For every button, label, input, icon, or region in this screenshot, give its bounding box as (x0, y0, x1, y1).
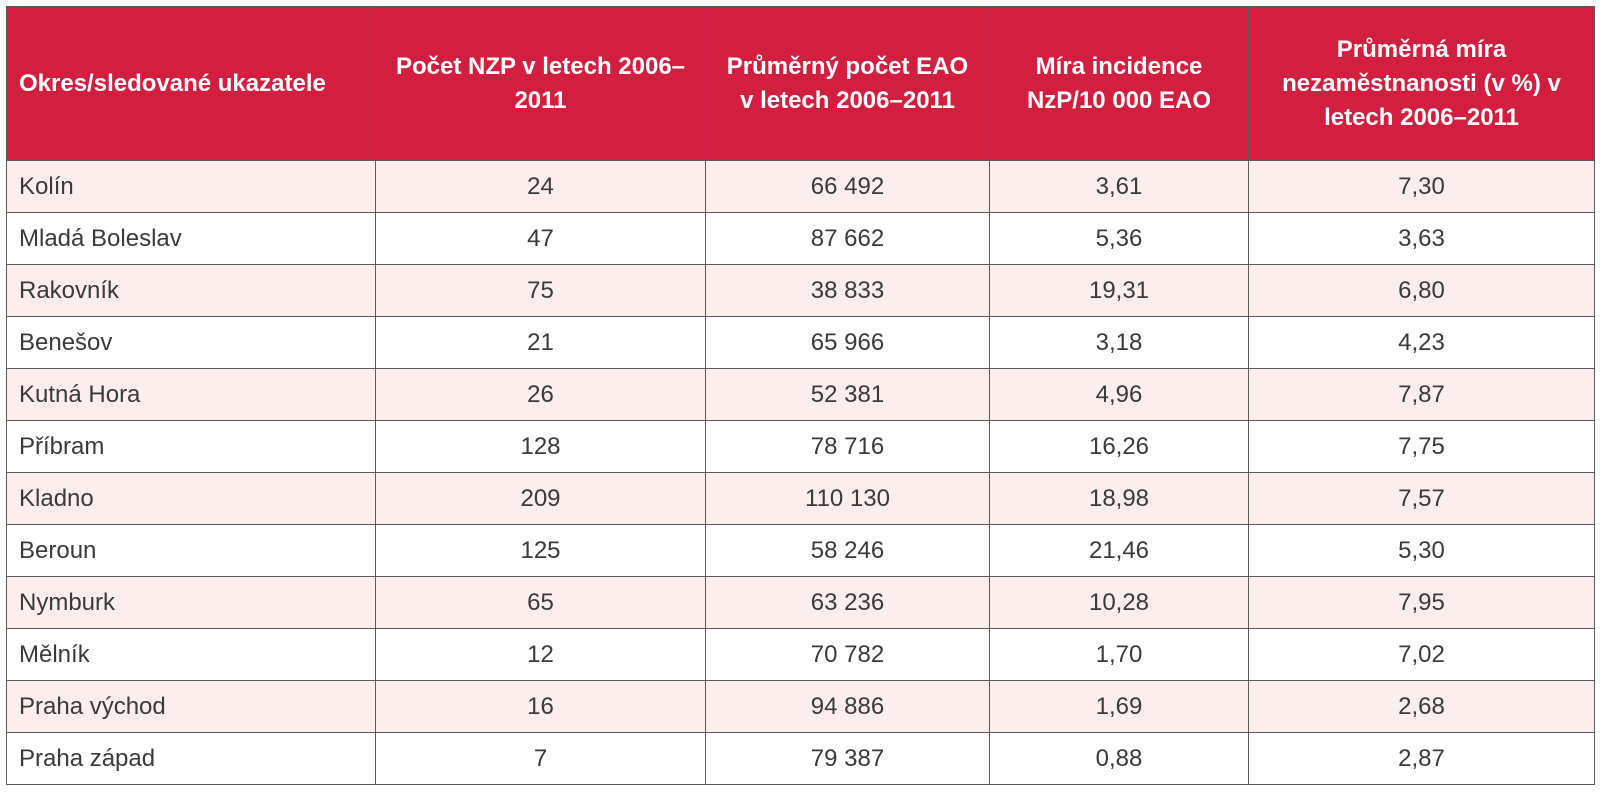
cell-district: Benešov (7, 317, 376, 369)
cell-avg-eao: 58 246 (706, 525, 990, 577)
table-row (7, 629, 1595, 681)
cell-unemployment-rate: 7,30 (1249, 161, 1595, 213)
column-header-district: Okres/sledované ukazatele (7, 7, 376, 161)
table-row (7, 577, 1595, 629)
cell-district: Kolín (7, 161, 376, 213)
cell-avg-eao: 38 833 (706, 265, 990, 317)
cell-nzp-count: 209 (376, 473, 706, 525)
cell-avg-eao: 87 662 (706, 213, 990, 265)
table-header (7, 7, 1595, 161)
cell-avg-eao: 79 387 (706, 733, 990, 785)
cell-unemployment-rate: 7,95 (1249, 577, 1595, 629)
cell-district: Mladá Boleslav (7, 213, 376, 265)
column-header-nzp-count: Počet NZP v letech 2006–2011 (376, 7, 706, 161)
cell-incidence-rate: 3,61 (990, 161, 1249, 213)
cell-nzp-count: 128 (376, 421, 706, 473)
cell-unemployment-rate: 3,63 (1249, 213, 1595, 265)
cell-nzp-count: 12 (376, 629, 706, 681)
cell-nzp-count: 125 (376, 525, 706, 577)
header-row (7, 7, 1595, 161)
table-row (7, 733, 1595, 785)
table-row (7, 369, 1595, 421)
cell-incidence-rate: 18,98 (990, 473, 1249, 525)
cell-district: Mělník (7, 629, 376, 681)
cell-district: Rakovník (7, 265, 376, 317)
cell-incidence-rate: 3,18 (990, 317, 1249, 369)
cell-district: Kladno (7, 473, 376, 525)
cell-district: Příbram (7, 421, 376, 473)
cell-incidence-rate: 5,36 (990, 213, 1249, 265)
table-row (7, 265, 1595, 317)
cell-district: Praha východ (7, 681, 376, 733)
table-row (7, 473, 1595, 525)
table-row (7, 681, 1595, 733)
cell-nzp-count: 21 (376, 317, 706, 369)
cell-nzp-count: 75 (376, 265, 706, 317)
table-row (7, 421, 1595, 473)
cell-nzp-count: 24 (376, 161, 706, 213)
cell-district: Kutná Hora (7, 369, 376, 421)
cell-nzp-count: 26 (376, 369, 706, 421)
cell-unemployment-rate: 7,57 (1249, 473, 1595, 525)
cell-nzp-count: 16 (376, 681, 706, 733)
cell-avg-eao: 94 886 (706, 681, 990, 733)
table-row (7, 525, 1595, 577)
table-row (7, 213, 1595, 265)
cell-incidence-rate: 21,46 (990, 525, 1249, 577)
cell-unemployment-rate: 7,75 (1249, 421, 1595, 473)
cell-nzp-count: 47 (376, 213, 706, 265)
column-header-avg-eao: Průměrný počet EAO v letech 2006–2011 (706, 7, 990, 161)
cell-unemployment-rate: 6,80 (1249, 265, 1595, 317)
cell-avg-eao: 110 130 (706, 473, 990, 525)
column-header-unemployment-rate: Průměrná míra nezaměstnanosti (v %) v letech 2006–2011 (1249, 7, 1595, 161)
data-table-container (6, 6, 1594, 796)
cell-avg-eao: 52 381 (706, 369, 990, 421)
cell-unemployment-rate: 2,87 (1249, 733, 1595, 785)
cell-incidence-rate: 0,88 (990, 733, 1249, 785)
cell-incidence-rate: 10,28 (990, 577, 1249, 629)
cell-incidence-rate: 19,31 (990, 265, 1249, 317)
column-header-incidence-rate: Míra incidence NzP/10 000 EAO (990, 7, 1249, 161)
cell-district: Praha západ (7, 733, 376, 785)
cell-avg-eao: 63 236 (706, 577, 990, 629)
table-row (7, 161, 1595, 213)
cell-unemployment-rate: 5,30 (1249, 525, 1595, 577)
cell-incidence-rate: 1,70 (990, 629, 1249, 681)
cell-avg-eao: 70 782 (706, 629, 990, 681)
cell-avg-eao: 65 966 (706, 317, 990, 369)
table-body (7, 161, 1595, 785)
cell-unemployment-rate: 2,68 (1249, 681, 1595, 733)
cell-incidence-rate: 16,26 (990, 421, 1249, 473)
cell-district: Beroun (7, 525, 376, 577)
cell-incidence-rate: 4,96 (990, 369, 1249, 421)
cell-nzp-count: 7 (376, 733, 706, 785)
cell-avg-eao: 78 716 (706, 421, 990, 473)
cell-unemployment-rate: 7,02 (1249, 629, 1595, 681)
table-row (7, 317, 1595, 369)
district-statistics-table (6, 6, 1595, 785)
cell-nzp-count: 65 (376, 577, 706, 629)
cell-incidence-rate: 1,69 (990, 681, 1249, 733)
cell-district: Nymburk (7, 577, 376, 629)
cell-avg-eao: 66 492 (706, 161, 990, 213)
cell-unemployment-rate: 4,23 (1249, 317, 1595, 369)
cell-unemployment-rate: 7,87 (1249, 369, 1595, 421)
